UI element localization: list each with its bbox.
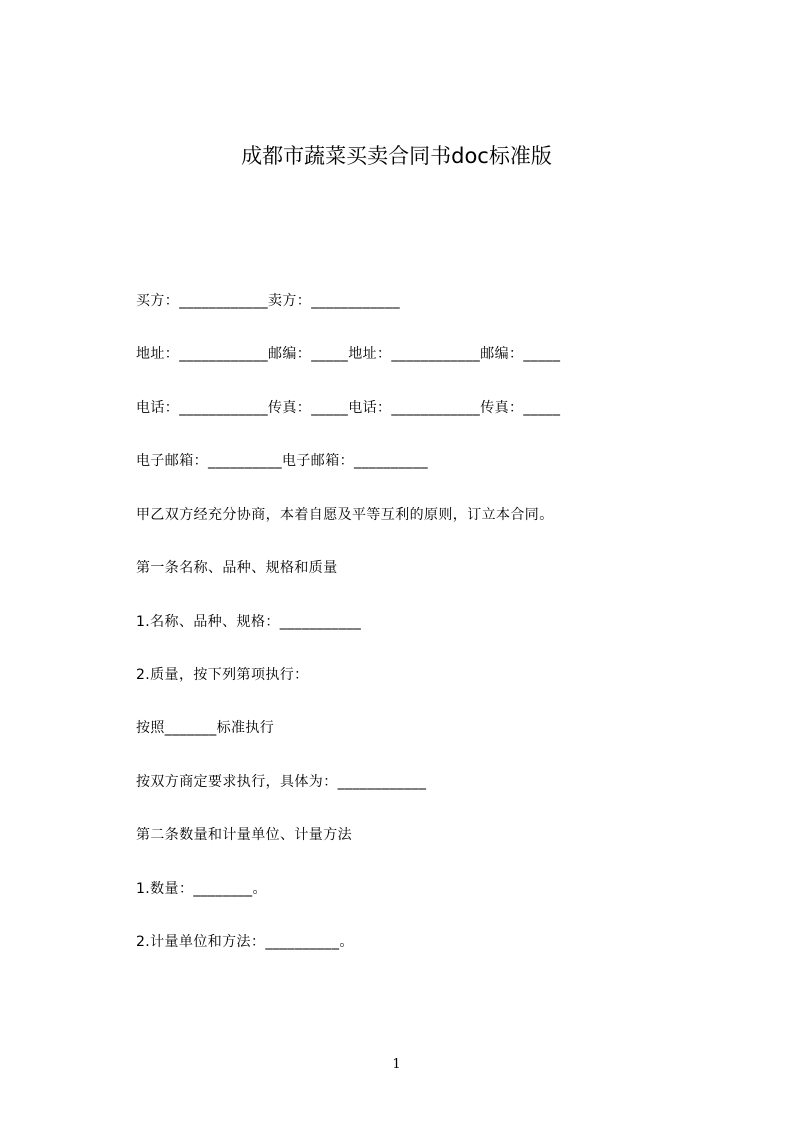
article-1-heading: 第一条名称、品种、规格和质量 bbox=[136, 560, 338, 576]
standard-option-line: 按照_______标准执行 bbox=[136, 720, 275, 736]
page-number: 1 bbox=[392, 1057, 401, 1072]
article-2-item-1: 1.数量：________。 bbox=[136, 881, 267, 897]
agreed-requirement-line: 按双方商定要求执行，具体为：____________ bbox=[136, 774, 427, 790]
article-2-item-2: 2.计量单位和方法：__________。 bbox=[136, 934, 354, 950]
buyer-seller-line: 买方：____________卖方：____________ bbox=[136, 293, 400, 309]
preamble-paragraph: 甲乙双方经充分协商，本着自愿及平等互利的原则，订立本合同。 bbox=[136, 507, 554, 523]
document-title: 成都市蔬菜买卖合同书doc标准版 bbox=[241, 144, 552, 168]
phone-fax-line: 电话：____________传真：_____电话：____________传真：_____ bbox=[136, 400, 561, 416]
article-2-heading: 第二条数量和计量单位、计量方法 bbox=[136, 827, 352, 843]
article-1-item-1: 1.名称、品种、规格：___________ bbox=[136, 614, 362, 630]
address-postcode-line: 地址：____________邮编：_____地址：____________邮编：_____ bbox=[136, 346, 561, 362]
article-1-item-2: 2.质量，按下列第项执行： bbox=[136, 667, 309, 683]
email-line: 电子邮箱：__________电子邮箱：__________ bbox=[136, 453, 428, 469]
